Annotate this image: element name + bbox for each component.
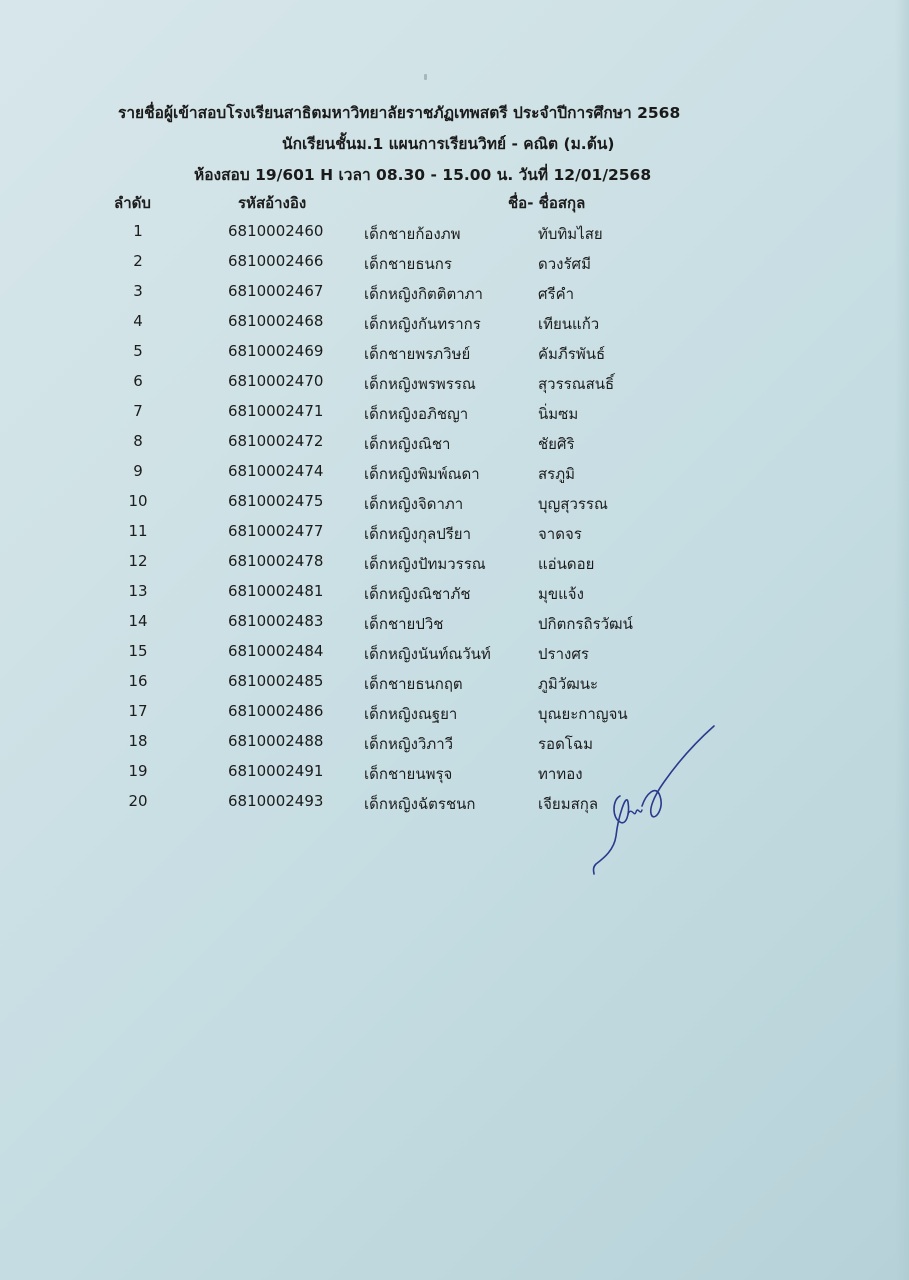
table-row — [0, 642, 909, 672]
reference-code: 6810002493 — [228, 792, 324, 810]
student-first-name: เด็กหญิงนันท์ณวันท์ — [364, 645, 491, 663]
student-last-name: คัมภีรพันธ์ — [538, 345, 606, 363]
row-number: 11 — [128, 522, 148, 540]
table-row — [0, 582, 909, 612]
row-number: 4 — [133, 312, 143, 330]
reference-code: 6810002491 — [228, 762, 324, 780]
reference-code: 6810002488 — [228, 732, 324, 750]
reference-code: 6810002483 — [228, 612, 324, 630]
student-first-name: เด็กชายพรภวิษย์ — [364, 345, 471, 363]
table-row — [0, 792, 909, 822]
row-number: 18 — [128, 732, 148, 750]
student-last-name: เทียนแก้ว — [538, 315, 600, 333]
table-row — [0, 282, 909, 312]
reference-code: 6810002471 — [228, 402, 324, 420]
reference-code: 6810002472 — [228, 432, 324, 450]
table-row — [0, 522, 909, 552]
table-row — [0, 252, 909, 282]
student-first-name: เด็กหญิงกันทรากร — [364, 315, 481, 333]
student-last-name: นิ่มซม — [538, 405, 579, 423]
student-first-name: เด็กหญิงพิมพ์ณดา — [364, 465, 480, 483]
exam-room-info: ห้องสอบ 19/601 H เวลา 08.30 - 15.00 น. วันที่ 12/01/2568 — [194, 166, 652, 184]
student-first-name: เด็กหญิงณฐยา — [364, 705, 458, 723]
student-first-name: เด็กหญิงพรพรรณ — [364, 375, 476, 393]
student-first-name: เด็กชายธนกร — [364, 255, 452, 273]
student-last-name: ปกิตกรถิรวัฒน์ — [538, 615, 633, 633]
student-last-name: มุขแจ้ง — [538, 585, 584, 603]
student-first-name: เด็กหญิงณิชา — [364, 435, 451, 453]
student-first-name: เด็กชายธนกฤต — [364, 675, 463, 693]
student-last-name: ปรางศร — [538, 645, 589, 663]
table-row — [0, 342, 909, 372]
table-row — [0, 432, 909, 462]
row-number: 14 — [128, 612, 148, 630]
row-number: 13 — [128, 582, 148, 600]
student-first-name: เด็กชายก้องภพ — [364, 225, 461, 243]
row-number: 15 — [128, 642, 148, 660]
row-number: 3 — [133, 282, 143, 300]
student-first-name: เด็กหญิงกุลปรียา — [364, 525, 472, 543]
row-number: 7 — [133, 402, 143, 420]
student-last-name: ทับทิมไสย — [538, 225, 603, 243]
reference-code: 6810002475 — [228, 492, 324, 510]
student-last-name: แอ่นดอย — [538, 555, 595, 573]
student-last-name: สุวรรณสนธิ์ — [538, 375, 615, 393]
reference-code: 6810002474 — [228, 462, 324, 480]
paper-speck — [424, 74, 427, 80]
row-number: 6 — [133, 372, 143, 390]
table-row — [0, 672, 909, 702]
student-last-name: บุณยะกาญจน — [538, 705, 628, 723]
reference-code: 6810002485 — [228, 672, 324, 690]
student-last-name: บุญสุวรรณ — [538, 495, 608, 513]
student-last-name: เจียมสกุล — [538, 795, 599, 813]
row-number: 5 — [133, 342, 143, 360]
document-subtitle: นักเรียนชั้นม.1 แผนการเรียนวิทย์ - คณิต (ม.ต้น) — [282, 135, 615, 153]
student-last-name: ดวงรัศมี — [538, 255, 591, 273]
reference-code: 6810002470 — [228, 372, 324, 390]
reference-code: 6810002467 — [228, 282, 324, 300]
table-row — [0, 402, 909, 432]
row-number: 8 — [133, 432, 143, 450]
reference-code: 6810002478 — [228, 552, 324, 570]
column-header-name: ชื่อ- ชื่อสกุล — [508, 194, 586, 212]
student-first-name: เด็กชายนพรุจ — [364, 765, 453, 783]
student-last-name: ภูมิวัฒนะ — [538, 675, 599, 693]
reference-code: 6810002481 — [228, 582, 324, 600]
row-number: 10 — [128, 492, 148, 510]
row-number: 17 — [128, 702, 148, 720]
reference-code: 6810002469 — [228, 342, 324, 360]
student-first-name: เด็กหญิงอภิชญา — [364, 405, 469, 423]
student-first-name: เด็กหญิงฉัตรชนก — [364, 795, 476, 813]
student-first-name: เด็กหญิงณิชาภัช — [364, 585, 471, 603]
row-number: 2 — [133, 252, 143, 270]
student-last-name: ศรีคำ — [538, 285, 575, 303]
reference-code: 6810002468 — [228, 312, 324, 330]
student-last-name: จาดจร — [538, 525, 582, 543]
document-title: รายชื่อผู้เข้าสอบโรงเรียนสาธิตมหาวิทยาลัยราชภัฏเทพสตรี ประจำปีการศึกษา 2568 — [118, 104, 681, 122]
table-row — [0, 612, 909, 642]
student-last-name: ทาทอง — [538, 765, 583, 783]
student-first-name: เด็กหญิงวิภาวี — [364, 735, 454, 753]
table-row — [0, 762, 909, 792]
student-last-name: รอดโฉม — [538, 735, 593, 753]
row-number: 1 — [133, 222, 143, 240]
row-number: 16 — [128, 672, 148, 690]
student-last-name: สรภูมิ — [538, 465, 575, 483]
student-first-name: เด็กหญิงจิดาภา — [364, 495, 464, 513]
table-row — [0, 552, 909, 582]
student-first-name: เด็กหญิงกิตติตาภา — [364, 285, 483, 303]
row-number: 9 — [133, 462, 143, 480]
student-first-name: เด็กชายปวิช — [364, 615, 444, 633]
table-row — [0, 702, 909, 732]
table-row — [0, 492, 909, 522]
student-first-name: เด็กหญิงปัทมวรรณ — [364, 555, 486, 573]
student-list — [0, 222, 909, 822]
reference-code: 6810002486 — [228, 702, 324, 720]
table-row — [0, 372, 909, 402]
reference-code: 6810002477 — [228, 522, 324, 540]
table-row — [0, 222, 909, 252]
table-row — [0, 312, 909, 342]
row-number: 19 — [128, 762, 148, 780]
column-header-order: ลำดับ — [114, 194, 151, 212]
handwritten-signature — [586, 718, 722, 878]
reference-code: 6810002460 — [228, 222, 324, 240]
student-last-name: ชัยศิริ — [538, 435, 575, 453]
row-number: 20 — [128, 792, 148, 810]
table-row — [0, 732, 909, 762]
reference-code: 6810002466 — [228, 252, 324, 270]
reference-code: 6810002484 — [228, 642, 324, 660]
table-row — [0, 462, 909, 492]
column-header-code: รหัสอ้างอิง — [238, 194, 307, 212]
row-number: 12 — [128, 552, 148, 570]
